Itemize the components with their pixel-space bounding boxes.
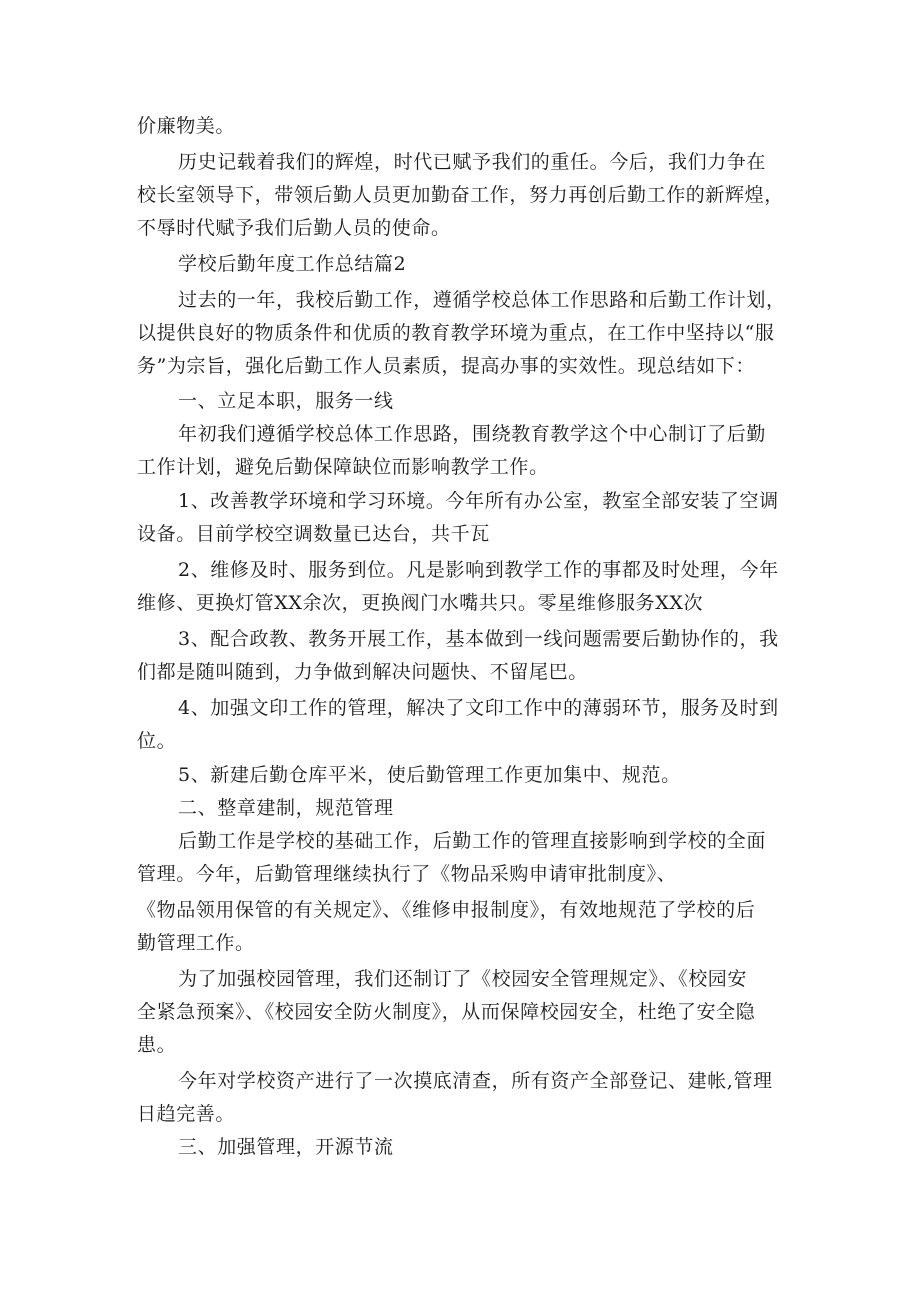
section-heading: 三、加强管理，开源节流 bbox=[178, 1136, 394, 1158]
section-heading: 一、立足本职，服务一线 bbox=[178, 390, 394, 412]
text-line: 维修、更换灯管XX余次，更换阀门水嘴共只。零星维修服务XX次 bbox=[137, 592, 704, 614]
section-heading: 二、整章建制，规范管理 bbox=[178, 797, 394, 819]
text-line: 全紧急预案》、《校园安全防火制度》，从而保障校园安全，杜绝了安全隐 bbox=[137, 1001, 756, 1023]
text-line: 1、改善教学环境和学习环境。今年所有办公室，教室全部安装了空调 bbox=[178, 490, 779, 512]
text-line: 日趋完善。 bbox=[137, 1103, 236, 1125]
text-line: 历史记载着我们的辉煌，时代已赋予我们的重任。今后，我们力争在 bbox=[178, 151, 767, 173]
text-line: 2、维修及时、服务到位。凡是影响到教学工作的事都及时处理，今年 bbox=[178, 559, 779, 581]
text-line: 设备。目前学校空调数量已达台，共千瓦 bbox=[137, 523, 490, 545]
text-line: 管理。今年，后勤管理继续执行了《物品采购申请审批制度》、 bbox=[137, 863, 677, 885]
text-line: 工作计划，避免后勤保障缺位而影响教学工作。 bbox=[137, 456, 549, 478]
text-line: 价廉物美。 bbox=[137, 115, 236, 137]
section-heading: 学校后勤年度工作总结篇2 bbox=[178, 253, 407, 275]
text-line: 以提供良好的物质条件和优质的教育教学环境为重点，在工作中坚持以“服 bbox=[137, 322, 775, 344]
text-line: 年初我们遵循学校总体工作思路，围绕教育教学这个中心制订了后勤 bbox=[178, 423, 767, 445]
text-line: 3、配合政教、教务开展工作，基本做到一线问题需要后勤协作的，我 bbox=[178, 628, 779, 650]
text-line: 校长室领导下，带领后勤人员更加勤奋工作，努力再创后勤工作的新辉煌， bbox=[137, 184, 784, 206]
text-line: 5、新建后勤仓库平米，使后勤管理工作更加集中、规范。 bbox=[178, 764, 681, 786]
text-line: 位。 bbox=[137, 730, 177, 752]
text-line: 4、加强文印工作的管理，解决了文印工作中的薄弱环节，服务及时到 bbox=[178, 697, 779, 719]
text-line: 患。 bbox=[137, 1034, 177, 1056]
text-line: 今年对学校资产进行了一次摸底清查，所有资产全部登记、建帐,管理 bbox=[178, 1070, 773, 1092]
text-line: 后勤工作是学校的基础工作，后勤工作的管理直接影响到学校的全面 bbox=[178, 830, 767, 852]
text-line: 务”为宗旨，强化后勤工作人员素质，提高办事的实效性。现总结如下： bbox=[137, 355, 755, 377]
text-line: 过去的一年，我校后勤工作，遵循学校总体工作思路和后勤工作计划， bbox=[178, 289, 786, 311]
text-line: 为了加强校园管理，我们还制订了《校园安全管理规定》、《校园安 bbox=[178, 968, 748, 990]
text-line: 《物品领用保管的有关规定》、《维修申报制度》，有效地规范了学校的后 bbox=[137, 899, 756, 921]
text-line: 们都是随叫随到，力争做到解决问题快、不留尾巴。 bbox=[137, 661, 588, 683]
text-line: 勤管理工作。 bbox=[137, 932, 255, 954]
text-line: 不辱时代赋予我们后勤人员的使命。 bbox=[137, 217, 451, 239]
